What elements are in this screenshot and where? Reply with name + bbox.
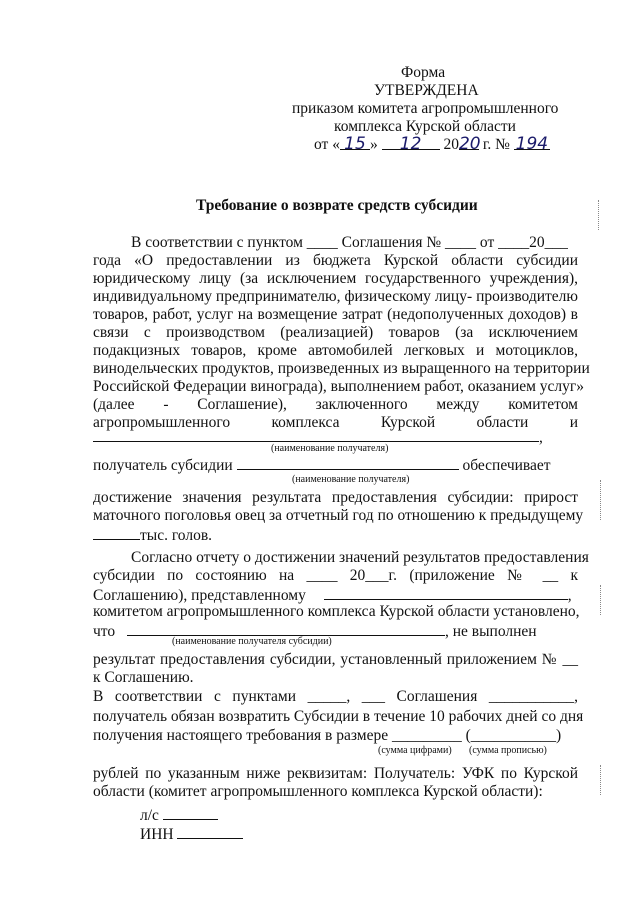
caption-recipient-subsidy: (наименование получателя субсидии) <box>172 636 332 647</box>
p3-line: Согласно отчету о достижении значений результатов предоставления <box>131 549 589 566</box>
p1-line: года «О предоставлении из бюджета Курской области субсидии <box>93 252 578 269</box>
committee-line: комплекса Курской области <box>334 118 516 135</box>
date-prefix: от « <box>314 136 340 153</box>
scan-artifact <box>600 585 601 615</box>
p3-line: Соглашению), представленному , <box>93 587 572 604</box>
day-field <box>340 134 370 154</box>
year-prefix: 20 <box>443 136 459 153</box>
p1-line: агропромышленного комплекса Курской области и <box>93 414 578 431</box>
recipient-subsidy-field[interactable] <box>237 455 459 470</box>
p1-line: подакцизных товаров, кроме автомобилей легковых и мотоциклов, <box>93 342 578 359</box>
p2-line: тыс. голов. <box>93 525 212 545</box>
scan-artifact <box>598 200 599 230</box>
p2-line: достижение значения результата предоставления субсидии: прирост <box>93 489 578 506</box>
date-mid: » <box>369 136 378 153</box>
p3-line: к Соглашению. <box>93 669 194 686</box>
number-label: г. № <box>482 136 510 153</box>
p4-line: области (комитет агропромышленного комплекса Курской области): <box>93 783 543 800</box>
year-value: 20 <box>458 134 481 154</box>
p4-line: рублей по указанным ниже реквизитам: Получатель: УФК по Курской <box>93 765 578 782</box>
p1-line: В соответствии с пунктом ____ Соглашения № ____ от ____20___ <box>131 234 568 251</box>
number-field <box>514 134 550 154</box>
p3-line: субсидии по состоянию на ____ 20___г. (приложение № __ к <box>93 567 578 584</box>
p2-line: маточного поголовья овец за отчетный год по отношению к предыдущему <box>93 507 584 524</box>
approved-label: УТВЕРЖДЕНА <box>374 82 479 99</box>
month-field <box>382 134 440 154</box>
recipient-name-line: , <box>93 427 543 447</box>
account-line <box>140 805 218 825</box>
day-value: 15 <box>344 134 366 154</box>
account-field[interactable] <box>163 805 218 820</box>
p1-line: связи с производством (реализацией) товаров (за исключением <box>93 324 578 341</box>
caption-recipient-2: (наименование получателя) <box>292 474 410 485</box>
p1-line: индивидуальному предпринимателю, физическому лицу- производителю <box>93 288 578 305</box>
inn-label: ИНН <box>140 826 174 843</box>
p1-line: (далее - Соглашение), заключенного между комитетом <box>93 396 578 413</box>
p4-line: получения настоящего требования в размере _________ (___________) <box>93 727 562 744</box>
p1-line: Российской Федерации винограда), выполнением работ, оказанием услуг» <box>93 378 585 395</box>
p1-line: винодельческих продуктов, произведенных из выращенного на территории <box>93 360 590 377</box>
form-label: Форма <box>401 64 446 81</box>
p1-line: товаров, работ, услуг на возмещение затрат (недополученных доходов) в <box>93 306 578 323</box>
recipient-name-field[interactable] <box>93 427 539 442</box>
account-label: л/с <box>140 807 159 824</box>
p1-line: юридическому лицу (за исключением государственного учреждения), <box>93 270 578 287</box>
p3-line: комитетом агропромышленного комплекса Курской области установлено, <box>93 603 580 620</box>
report-submitted-field[interactable] <box>324 585 568 600</box>
p3-line: результат предоставления субсидии, установленный приложением № __ <box>93 651 578 668</box>
recipient-subsidy-name-field[interactable] <box>127 621 445 636</box>
p4-line: В соответствии с пунктами _____, ___ Соглашения ___________, <box>93 688 578 705</box>
order-line: приказом комитета агропромышленного <box>292 100 559 117</box>
order-date-line <box>314 135 550 154</box>
p3-line: что , не выполнен <box>93 623 537 640</box>
document-title: Требование о возврате средств субсидии <box>196 197 478 214</box>
month-value: 12 <box>399 134 422 154</box>
year-field <box>458 134 481 154</box>
p4-line: получатель обязан возвратить Субсидии в течение 10 рабочих дней со дня <box>93 708 584 725</box>
scan-artifact <box>600 480 601 520</box>
scan-artifact <box>600 765 601 795</box>
p2-line: получатель субсидии обеспечивает <box>93 457 551 474</box>
inn-field[interactable] <box>177 824 243 839</box>
caption-sum-words: (сумма прописью) <box>469 745 547 756</box>
number-value: 194 <box>515 134 549 154</box>
caption-recipient: (наименование получателя) <box>271 443 389 454</box>
caption-sum-digits: (сумма цифрами) <box>378 745 452 756</box>
inn-line <box>140 824 243 844</box>
value-field[interactable] <box>93 525 140 540</box>
